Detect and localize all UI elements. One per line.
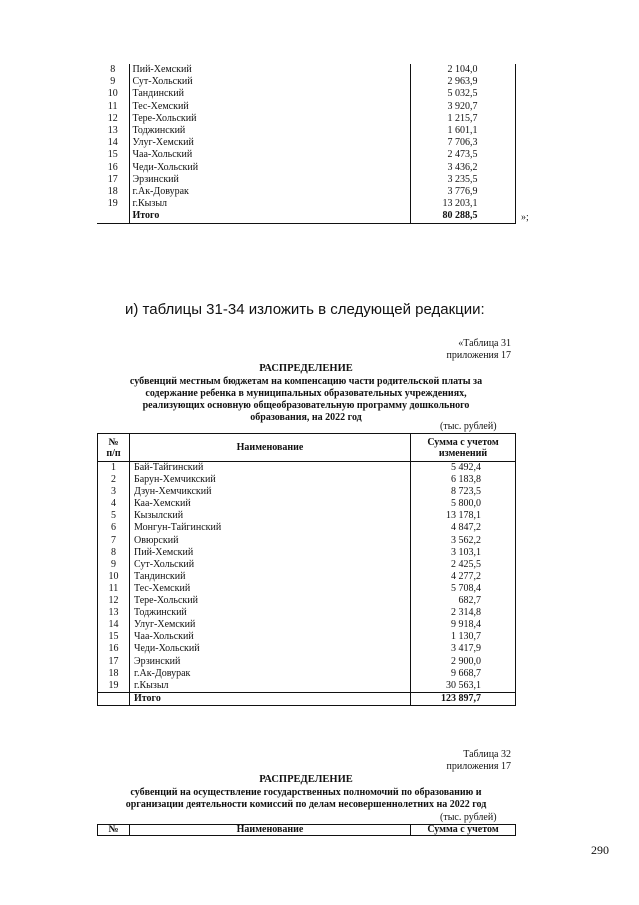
total-number <box>97 210 129 223</box>
table-row <box>98 643 516 655</box>
row-value: 6 183,8 <box>451 474 481 486</box>
row-value: 7 706,3 <box>410 137 515 149</box>
table-row <box>98 462 516 475</box>
row-value: 9 668,7 <box>451 667 481 679</box>
row-name: Чеди-Хольский <box>130 643 411 655</box>
header-sum-line1: Сумма с учетом <box>427 436 499 448</box>
row-value: 1 130,7 <box>451 631 481 643</box>
header-name: Наименование <box>130 434 411 462</box>
row-name: Чеди-Хольский <box>129 162 410 174</box>
header-sum-line2: изменений <box>438 447 488 459</box>
row-name: Тес-Хемский <box>129 101 410 113</box>
row-name: Бай-Тайгинский <box>130 462 411 475</box>
row-name: Сут-Хольский <box>130 559 411 571</box>
table-row <box>98 583 516 595</box>
row-value: 682,7 <box>458 595 481 607</box>
row-value: 3 920,7 <box>410 101 515 113</box>
row-number: 17 <box>107 173 118 185</box>
table-row <box>98 631 516 643</box>
table-row <box>98 535 516 547</box>
row-name: Чаа-Хольский <box>130 631 411 643</box>
row-number: 11 <box>98 583 130 595</box>
row-value: 2 900,0 <box>451 655 481 667</box>
table32-caption <box>447 749 511 773</box>
table-row <box>97 174 515 186</box>
row-number: 18 <box>107 186 118 198</box>
row-value: 5 492,4 <box>451 462 481 473</box>
table-row <box>98 656 516 668</box>
row-name: г.Кызыл <box>130 680 411 693</box>
table31-subheading-line: реализующих основную общеобразовательную программу дошкольного <box>142 400 470 411</box>
table31-subheading-line: субвенций местным бюджетам на компенсацию части родительской платы за <box>129 376 483 387</box>
row-value: 3 776,9 <box>410 186 515 198</box>
table31-subheading-line: образования, на 2022 год <box>250 412 362 423</box>
row-name: Барун-Хемчикский <box>130 474 411 486</box>
table-row <box>97 101 515 113</box>
table-row <box>98 486 516 498</box>
row-number: 10 <box>107 88 118 100</box>
row-number: 4 <box>98 498 130 510</box>
row-name: Сут-Хольский <box>129 76 410 88</box>
total-label: Итого <box>129 210 410 223</box>
row-name: Кызылский <box>130 510 411 522</box>
table31-caption-line1: «Таблица 31 <box>458 338 511 349</box>
row-value: 2 104,0 <box>410 64 515 76</box>
row-name: Овюрский <box>130 535 411 547</box>
table32 <box>97 824 516 836</box>
row-value: 2 314,8 <box>451 607 481 619</box>
row-number: 5 <box>98 510 130 522</box>
row-value: 4 847,2 <box>451 522 481 534</box>
row-name: Тандинский <box>129 88 410 100</box>
row-value: 3 562,2 <box>451 534 481 546</box>
row-value: 5 032,5 <box>410 88 515 100</box>
row-name: г.Ак-Довурак <box>129 186 410 198</box>
row-name: Пий-Хемский <box>129 64 410 76</box>
row-number: 15 <box>107 149 118 161</box>
total-row <box>97 210 515 223</box>
row-number: 14 <box>98 619 130 631</box>
row-number: 7 <box>98 535 130 547</box>
header-sum <box>411 434 516 462</box>
row-value: 3 417,9 <box>451 643 481 655</box>
row-number: 19 <box>107 198 118 210</box>
row-number: 14 <box>107 137 118 149</box>
row-number: 3 <box>98 486 130 498</box>
row-value: 1 601,1 <box>410 125 515 137</box>
row-number: 16 <box>98 643 130 655</box>
table32-caption-line1: Таблица 32 <box>463 749 511 760</box>
table-row <box>98 559 516 571</box>
row-name: Улуг-Хемский <box>130 619 411 631</box>
table-row <box>97 64 515 76</box>
table-row <box>98 607 516 619</box>
row-number: 18 <box>98 668 130 680</box>
row-number: 12 <box>98 595 130 607</box>
table-row <box>97 125 515 137</box>
row-value: 5 708,4 <box>451 582 481 594</box>
row-name: Каа-Хемский <box>130 498 411 510</box>
table-row <box>98 680 516 693</box>
row-number: 6 <box>98 522 130 534</box>
row-value: 13 178,1 <box>446 510 481 522</box>
table-row <box>98 498 516 510</box>
table-row <box>97 186 515 198</box>
table32-subheading-line: организации деятельности комиссий по делам несовершеннолетних на 2022 год <box>125 799 487 810</box>
row-value: 2 963,9 <box>410 76 515 88</box>
table31-heading: РАСПРЕДЕЛЕНИЕ <box>259 363 353 374</box>
table-row <box>98 668 516 680</box>
row-name: г.Ак-Довурак <box>130 668 411 680</box>
table31-subheading <box>97 376 515 424</box>
amendment-instruction: и) таблицы 31-34 изложить в следующей редакции: <box>125 301 485 318</box>
row-number: 15 <box>98 631 130 643</box>
table31 <box>97 433 516 706</box>
row-name: Пий-Хемский <box>130 547 411 559</box>
table32-subheading <box>97 787 515 811</box>
row-number: 13 <box>107 125 118 137</box>
row-value: 1 215,7 <box>410 113 515 125</box>
row-name: Эрзинский <box>129 174 410 186</box>
table32-caption-line2: приложения 17 <box>446 761 511 772</box>
row-number: 19 <box>98 680 130 693</box>
header-number: № <box>98 825 130 836</box>
table-row <box>98 595 516 607</box>
row-value: 2 425,5 <box>451 558 481 570</box>
total-value: 80 288,5 <box>410 210 515 223</box>
row-value: 3 103,1 <box>451 546 481 558</box>
table-close-mark: »; <box>521 212 529 223</box>
row-number: 16 <box>107 161 118 173</box>
total-label: Итого <box>130 692 411 705</box>
row-value: 9 918,4 <box>451 619 481 631</box>
table32-heading: РАСПРЕДЕЛЕНИЕ <box>259 774 353 785</box>
header-name: Наименование <box>130 825 411 836</box>
row-number: 10 <box>98 571 130 583</box>
table32-subheading-line: субвенций на осуществление государственных полномочий по образованию и <box>130 787 482 798</box>
row-name: Эрзинский <box>130 656 411 668</box>
row-number: 12 <box>107 112 118 124</box>
row-value: 3 436,2 <box>410 162 515 174</box>
row-number: 8 <box>110 64 116 75</box>
table31-subheading-line: содержание ребенка в муниципальных образовательных учреждениях, <box>145 388 467 399</box>
table-row <box>98 571 516 583</box>
table-row <box>97 113 515 125</box>
row-name: Тес-Хемский <box>130 583 411 595</box>
table-row <box>97 137 515 149</box>
header-number <box>98 434 130 462</box>
header-number-line1: № <box>108 436 119 448</box>
row-number: 1 <box>98 462 130 475</box>
table31-units: (тыс. рублей) <box>440 421 497 432</box>
row-name: Монгун-Тайгинский <box>130 522 411 534</box>
row-value: 13 203,1 <box>410 198 515 210</box>
table-row <box>98 547 516 559</box>
total-value: 123 897,7 <box>411 692 516 705</box>
row-name: Тоджинский <box>130 607 411 619</box>
header-sum: Сумма с учетом <box>411 825 516 836</box>
row-value: 4 277,2 <box>451 570 481 582</box>
table-row <box>98 619 516 631</box>
row-value: 8 723,5 <box>451 486 481 498</box>
table31-caption <box>447 338 511 362</box>
row-number: 17 <box>98 656 130 668</box>
distribution-table-continued <box>97 64 516 224</box>
row-value: 2 473,5 <box>410 149 515 161</box>
row-number: 13 <box>98 607 130 619</box>
row-name: Улуг-Хемский <box>129 137 410 149</box>
row-number: 2 <box>98 474 130 486</box>
row-name: Тере-Хольский <box>129 113 410 125</box>
table-row <box>98 474 516 486</box>
table-row <box>97 88 515 100</box>
row-number: 11 <box>107 100 118 112</box>
total-row <box>98 692 516 705</box>
table31-caption-line2: приложения 17 <box>446 350 511 361</box>
row-name: Чаа-Хольский <box>129 149 410 161</box>
row-name: Дзун-Хемчикский <box>130 486 411 498</box>
row-name: Тоджинский <box>129 125 410 137</box>
row-number: 9 <box>98 559 130 571</box>
row-value: 30 563,1 <box>446 679 481 691</box>
table-row <box>98 522 516 534</box>
total-number <box>98 692 130 705</box>
row-value: 3 235,5 <box>410 174 515 186</box>
table-row <box>97 149 515 161</box>
row-number: 8 <box>98 547 130 559</box>
row-name: Тандинский <box>130 571 411 583</box>
row-number: 9 <box>110 76 116 88</box>
table-row <box>97 198 515 210</box>
table32-units: (тыс. рублей) <box>440 812 497 823</box>
row-name: Тере-Хольский <box>130 595 411 607</box>
row-value: 5 800,0 <box>451 498 481 510</box>
page-number: 290 <box>591 843 609 857</box>
table-row <box>98 510 516 522</box>
table-row <box>97 76 515 88</box>
row-name: г.Кызыл <box>129 198 410 210</box>
table-row <box>97 162 515 174</box>
header-number-line2: п/п <box>106 447 121 459</box>
